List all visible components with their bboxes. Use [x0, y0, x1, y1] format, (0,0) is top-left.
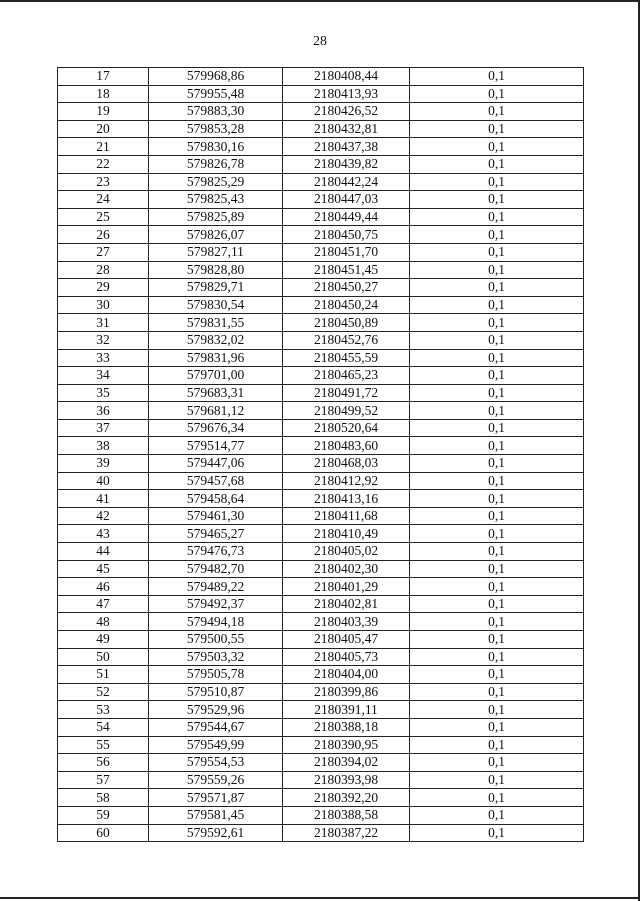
point-number-cell: 34	[58, 367, 149, 385]
x-coordinate-cell: 579544,67	[149, 718, 283, 736]
y-coordinate-cell: 2180442,24	[283, 173, 410, 191]
page-border-bottom	[0, 897, 640, 899]
accuracy-cell: 0,1	[410, 85, 584, 103]
x-coordinate-cell: 579827,11	[149, 243, 283, 261]
table-row	[58, 683, 584, 701]
accuracy-cell: 0,1	[410, 560, 584, 578]
accuracy-cell: 0,1	[410, 455, 584, 473]
accuracy-cell: 0,1	[410, 384, 584, 402]
point-number-cell: 18	[58, 85, 149, 103]
table-row	[58, 173, 584, 191]
y-coordinate-cell: 2180413,93	[283, 85, 410, 103]
point-number-cell: 41	[58, 490, 149, 508]
table-row	[58, 349, 584, 367]
x-coordinate-cell: 579825,89	[149, 208, 283, 226]
point-number-cell: 22	[58, 155, 149, 173]
y-coordinate-cell: 2180450,75	[283, 226, 410, 244]
table-row	[58, 736, 584, 754]
y-coordinate-cell: 2180412,92	[283, 472, 410, 490]
accuracy-cell: 0,1	[410, 349, 584, 367]
x-coordinate-cell: 579510,87	[149, 683, 283, 701]
x-coordinate-cell: 579676,34	[149, 419, 283, 437]
accuracy-cell: 0,1	[410, 155, 584, 173]
accuracy-cell: 0,1	[410, 754, 584, 772]
accuracy-cell: 0,1	[410, 507, 584, 525]
x-coordinate-cell: 579494,18	[149, 613, 283, 631]
y-coordinate-cell: 2180411,68	[283, 507, 410, 525]
point-number-cell: 59	[58, 806, 149, 824]
point-number-cell: 26	[58, 226, 149, 244]
x-coordinate-cell: 579681,12	[149, 402, 283, 420]
y-coordinate-cell: 2180449,44	[283, 208, 410, 226]
x-coordinate-cell: 579549,99	[149, 736, 283, 754]
accuracy-cell: 0,1	[410, 701, 584, 719]
point-number-cell: 53	[58, 701, 149, 719]
y-coordinate-cell: 2180388,18	[283, 718, 410, 736]
y-coordinate-cell: 2180399,86	[283, 683, 410, 701]
x-coordinate-cell: 579701,00	[149, 367, 283, 385]
x-coordinate-cell: 579825,43	[149, 191, 283, 209]
point-number-cell: 52	[58, 683, 149, 701]
x-coordinate-cell: 579831,96	[149, 349, 283, 367]
point-number-cell: 46	[58, 578, 149, 596]
accuracy-cell: 0,1	[410, 261, 584, 279]
table-row	[58, 507, 584, 525]
accuracy-cell: 0,1	[410, 243, 584, 261]
x-coordinate-cell: 579559,26	[149, 771, 283, 789]
y-coordinate-cell: 2180394,02	[283, 754, 410, 772]
table-row	[58, 384, 584, 402]
y-coordinate-cell: 2180410,49	[283, 525, 410, 543]
table-row	[58, 437, 584, 455]
y-coordinate-cell: 2180391,11	[283, 701, 410, 719]
table-row	[58, 208, 584, 226]
table-row	[58, 455, 584, 473]
x-coordinate-cell: 579476,73	[149, 543, 283, 561]
y-coordinate-cell: 2180432,81	[283, 120, 410, 138]
accuracy-cell: 0,1	[410, 103, 584, 121]
point-number-cell: 21	[58, 138, 149, 156]
accuracy-cell: 0,1	[410, 120, 584, 138]
y-coordinate-cell: 2180392,20	[283, 789, 410, 807]
table-row	[58, 243, 584, 261]
table-row	[58, 472, 584, 490]
x-coordinate-cell: 579482,70	[149, 560, 283, 578]
x-coordinate-cell: 579554,53	[149, 754, 283, 772]
x-coordinate-cell: 579581,45	[149, 806, 283, 824]
accuracy-cell: 0,1	[410, 525, 584, 543]
table-row	[58, 595, 584, 613]
table-row	[58, 578, 584, 596]
table-row	[58, 279, 584, 297]
point-number-cell: 39	[58, 455, 149, 473]
point-number-cell: 45	[58, 560, 149, 578]
table-row	[58, 490, 584, 508]
y-coordinate-cell: 2180405,02	[283, 543, 410, 561]
y-coordinate-cell: 2180393,98	[283, 771, 410, 789]
point-number-cell: 54	[58, 718, 149, 736]
accuracy-cell: 0,1	[410, 490, 584, 508]
table-row	[58, 120, 584, 138]
coordinates-table	[57, 67, 584, 842]
table-row	[58, 85, 584, 103]
point-number-cell: 23	[58, 173, 149, 191]
x-coordinate-cell: 579465,27	[149, 525, 283, 543]
y-coordinate-cell: 2180450,27	[283, 279, 410, 297]
accuracy-cell: 0,1	[410, 595, 584, 613]
point-number-cell: 43	[58, 525, 149, 543]
x-coordinate-cell: 579955,48	[149, 85, 283, 103]
x-coordinate-cell: 579829,71	[149, 279, 283, 297]
y-coordinate-cell: 2180402,81	[283, 595, 410, 613]
point-number-cell: 44	[58, 543, 149, 561]
y-coordinate-cell: 2180405,73	[283, 648, 410, 666]
table-row	[58, 525, 584, 543]
point-number-cell: 38	[58, 437, 149, 455]
y-coordinate-cell: 2180491,72	[283, 384, 410, 402]
accuracy-cell: 0,1	[410, 367, 584, 385]
table-row	[58, 771, 584, 789]
accuracy-cell: 0,1	[410, 296, 584, 314]
accuracy-cell: 0,1	[410, 226, 584, 244]
y-coordinate-cell: 2180426,52	[283, 103, 410, 121]
accuracy-cell: 0,1	[410, 331, 584, 349]
x-coordinate-cell: 579529,96	[149, 701, 283, 719]
accuracy-cell: 0,1	[410, 736, 584, 754]
point-number-cell: 27	[58, 243, 149, 261]
accuracy-cell: 0,1	[410, 208, 584, 226]
x-coordinate-cell: 579458,64	[149, 490, 283, 508]
y-coordinate-cell: 2180468,03	[283, 455, 410, 473]
point-number-cell: 25	[58, 208, 149, 226]
point-number-cell: 51	[58, 666, 149, 684]
table-row	[58, 419, 584, 437]
x-coordinate-cell: 579571,87	[149, 789, 283, 807]
y-coordinate-cell: 2180403,39	[283, 613, 410, 631]
accuracy-cell: 0,1	[410, 437, 584, 455]
point-number-cell: 24	[58, 191, 149, 209]
point-number-cell: 49	[58, 631, 149, 649]
point-number-cell: 19	[58, 103, 149, 121]
accuracy-cell: 0,1	[410, 806, 584, 824]
accuracy-cell: 0,1	[410, 578, 584, 596]
y-coordinate-cell: 2180450,24	[283, 296, 410, 314]
table-row	[58, 631, 584, 649]
x-coordinate-cell: 579492,37	[149, 595, 283, 613]
point-number-cell: 48	[58, 613, 149, 631]
point-number-cell: 31	[58, 314, 149, 332]
y-coordinate-cell: 2180408,44	[283, 68, 410, 86]
point-number-cell: 57	[58, 771, 149, 789]
page-border-top	[0, 0, 640, 2]
y-coordinate-cell: 2180439,82	[283, 155, 410, 173]
y-coordinate-cell: 2180413,16	[283, 490, 410, 508]
accuracy-cell: 0,1	[410, 173, 584, 191]
page-number: 28	[313, 34, 327, 49]
accuracy-cell: 0,1	[410, 419, 584, 437]
accuracy-cell: 0,1	[410, 138, 584, 156]
accuracy-cell: 0,1	[410, 543, 584, 561]
table-row	[58, 261, 584, 279]
x-coordinate-cell: 579447,06	[149, 455, 283, 473]
y-coordinate-cell: 2180404,00	[283, 666, 410, 684]
y-coordinate-cell: 2180465,23	[283, 367, 410, 385]
coordinates-table-body	[58, 68, 584, 842]
accuracy-cell: 0,1	[410, 771, 584, 789]
table-row	[58, 103, 584, 121]
accuracy-cell: 0,1	[410, 789, 584, 807]
table-row	[58, 648, 584, 666]
table-row	[58, 314, 584, 332]
x-coordinate-cell: 579461,30	[149, 507, 283, 525]
x-coordinate-cell: 579503,32	[149, 648, 283, 666]
accuracy-cell: 0,1	[410, 613, 584, 631]
y-coordinate-cell: 2180447,03	[283, 191, 410, 209]
point-number-cell: 42	[58, 507, 149, 525]
x-coordinate-cell: 579514,77	[149, 437, 283, 455]
x-coordinate-cell: 579683,31	[149, 384, 283, 402]
x-coordinate-cell: 579592,61	[149, 824, 283, 842]
table-row	[58, 402, 584, 420]
accuracy-cell: 0,1	[410, 68, 584, 86]
x-coordinate-cell: 579826,07	[149, 226, 283, 244]
y-coordinate-cell: 2180402,30	[283, 560, 410, 578]
point-number-cell: 60	[58, 824, 149, 842]
table-row	[58, 560, 584, 578]
point-number-cell: 58	[58, 789, 149, 807]
accuracy-cell: 0,1	[410, 824, 584, 842]
table-row	[58, 824, 584, 842]
x-coordinate-cell: 579489,22	[149, 578, 283, 596]
x-coordinate-cell: 579830,16	[149, 138, 283, 156]
point-number-cell: 30	[58, 296, 149, 314]
table-row	[58, 155, 584, 173]
y-coordinate-cell: 2180387,22	[283, 824, 410, 842]
y-coordinate-cell: 2180388,58	[283, 806, 410, 824]
accuracy-cell: 0,1	[410, 683, 584, 701]
point-number-cell: 29	[58, 279, 149, 297]
accuracy-cell: 0,1	[410, 402, 584, 420]
x-coordinate-cell: 579853,28	[149, 120, 283, 138]
point-number-cell: 50	[58, 648, 149, 666]
accuracy-cell: 0,1	[410, 666, 584, 684]
point-number-cell: 37	[58, 419, 149, 437]
y-coordinate-cell: 2180405,47	[283, 631, 410, 649]
x-coordinate-cell: 579831,55	[149, 314, 283, 332]
table-row	[58, 701, 584, 719]
x-coordinate-cell: 579505,78	[149, 666, 283, 684]
point-number-cell: 20	[58, 120, 149, 138]
table-row	[58, 806, 584, 824]
y-coordinate-cell: 2180451,70	[283, 243, 410, 261]
x-coordinate-cell: 579968,86	[149, 68, 283, 86]
y-coordinate-cell: 2180450,89	[283, 314, 410, 332]
y-coordinate-cell: 2180520,64	[283, 419, 410, 437]
table-row	[58, 296, 584, 314]
table-row	[58, 191, 584, 209]
point-number-cell: 55	[58, 736, 149, 754]
table-row	[58, 789, 584, 807]
y-coordinate-cell: 2180483,60	[283, 437, 410, 455]
table-row	[58, 613, 584, 631]
x-coordinate-cell: 579830,54	[149, 296, 283, 314]
point-number-cell: 32	[58, 331, 149, 349]
table-row	[58, 543, 584, 561]
accuracy-cell: 0,1	[410, 648, 584, 666]
x-coordinate-cell: 579832,02	[149, 331, 283, 349]
y-coordinate-cell: 2180452,76	[283, 331, 410, 349]
y-coordinate-cell: 2180455,59	[283, 349, 410, 367]
x-coordinate-cell: 579500,55	[149, 631, 283, 649]
table-row	[58, 666, 584, 684]
point-number-cell: 56	[58, 754, 149, 772]
accuracy-cell: 0,1	[410, 191, 584, 209]
accuracy-cell: 0,1	[410, 472, 584, 490]
x-coordinate-cell: 579457,68	[149, 472, 283, 490]
table-row	[58, 367, 584, 385]
table-row	[58, 331, 584, 349]
point-number-cell: 40	[58, 472, 149, 490]
x-coordinate-cell: 579826,78	[149, 155, 283, 173]
point-number-cell: 35	[58, 384, 149, 402]
table-row	[58, 718, 584, 736]
y-coordinate-cell: 2180499,52	[283, 402, 410, 420]
point-number-cell: 47	[58, 595, 149, 613]
y-coordinate-cell: 2180451,45	[283, 261, 410, 279]
x-coordinate-cell: 579825,29	[149, 173, 283, 191]
accuracy-cell: 0,1	[410, 718, 584, 736]
y-coordinate-cell: 2180390,95	[283, 736, 410, 754]
table-row	[58, 754, 584, 772]
accuracy-cell: 0,1	[410, 631, 584, 649]
accuracy-cell: 0,1	[410, 314, 584, 332]
x-coordinate-cell: 579828,80	[149, 261, 283, 279]
y-coordinate-cell: 2180401,29	[283, 578, 410, 596]
accuracy-cell: 0,1	[410, 279, 584, 297]
table-row	[58, 138, 584, 156]
point-number-cell: 17	[58, 68, 149, 86]
table-row	[58, 226, 584, 244]
point-number-cell: 28	[58, 261, 149, 279]
y-coordinate-cell: 2180437,38	[283, 138, 410, 156]
x-coordinate-cell: 579883,30	[149, 103, 283, 121]
point-number-cell: 33	[58, 349, 149, 367]
table-row	[58, 68, 584, 86]
point-number-cell: 36	[58, 402, 149, 420]
